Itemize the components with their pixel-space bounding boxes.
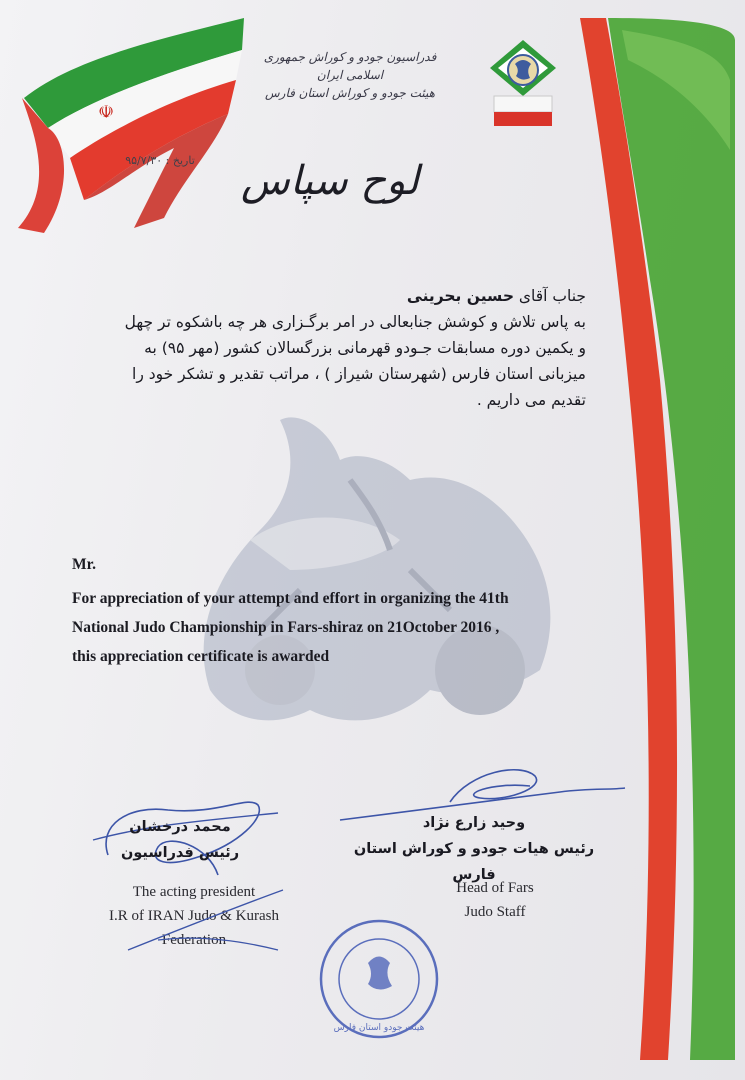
salutation: Mr. — [72, 556, 96, 573]
persian-body-line: میزبانی استان فارس (شهرستان شیراز ) ، مراتب تقدیر و تشکر خود را — [132, 365, 586, 383]
recipient-line — [70, 283, 586, 309]
english-body — [72, 556, 612, 671]
right-role-line: Head of Fars — [456, 880, 534, 896]
province-board-name: هیئت جودو و کوراش استان فارس — [265, 86, 435, 100]
recipient-prefix: جناب آقای — [518, 287, 586, 305]
english-body-line: For appreciation of your attempt and effort in organizing the 41th — [72, 590, 509, 607]
official-stamp — [318, 918, 440, 1040]
left-signatory-name: محمد درخشان — [129, 819, 231, 835]
left-signatory-role: رئیس فدراسیون — [120, 845, 240, 861]
right-role-line: Judo Staff — [464, 904, 526, 920]
recipient-name: حسین بحرینی — [406, 287, 514, 305]
right-signatory-role: رئیس هیات جودو و کوراش استان فارس — [353, 841, 595, 883]
persian-body-line: به پاس تلاش و کوشش جنابعالی در امر برگـزاری هر چه باشکوه تر چهل — [124, 313, 586, 331]
persian-body-line: و یکمین دوره مسابقات جـودو قهرمانی بزرگسالان کشور (مهر ۹۵) به — [144, 339, 586, 357]
english-body-line: National Judo Championship in Fars-shiraz on 21October 2016 , — [72, 619, 500, 636]
federation-header — [250, 48, 450, 102]
left-role-line: Federation — [161, 932, 227, 948]
english-body-line: this appreciation certificate is awarded — [72, 648, 330, 665]
persian-body — [70, 283, 586, 413]
federation-logo — [488, 38, 558, 130]
iran-flag-ribbon — [14, 18, 254, 233]
left-role-line: I.R of IRAN Judo & Kurash — [109, 908, 279, 924]
federation-name: فدراسیون جودو و کوراش جمهوری اسلامی ایران — [263, 50, 437, 82]
left-signatory-title-en — [84, 880, 304, 952]
right-signatory-title-en — [420, 876, 570, 924]
left-signatory — [100, 814, 260, 866]
certificate-title: لوح سپاس — [241, 158, 419, 204]
issue-date: تاریخ : ۹۵/۷/۳۰ — [125, 154, 195, 167]
right-signatory-name: وحید زارع نژاد — [422, 815, 526, 831]
svg-text:☫: ☫ — [98, 102, 115, 123]
persian-body-line: تقدیم می داریم . — [476, 391, 586, 409]
stamp-text: هیئت جودو استان فارس — [333, 1023, 425, 1033]
left-role-line: The acting president — [132, 884, 256, 900]
